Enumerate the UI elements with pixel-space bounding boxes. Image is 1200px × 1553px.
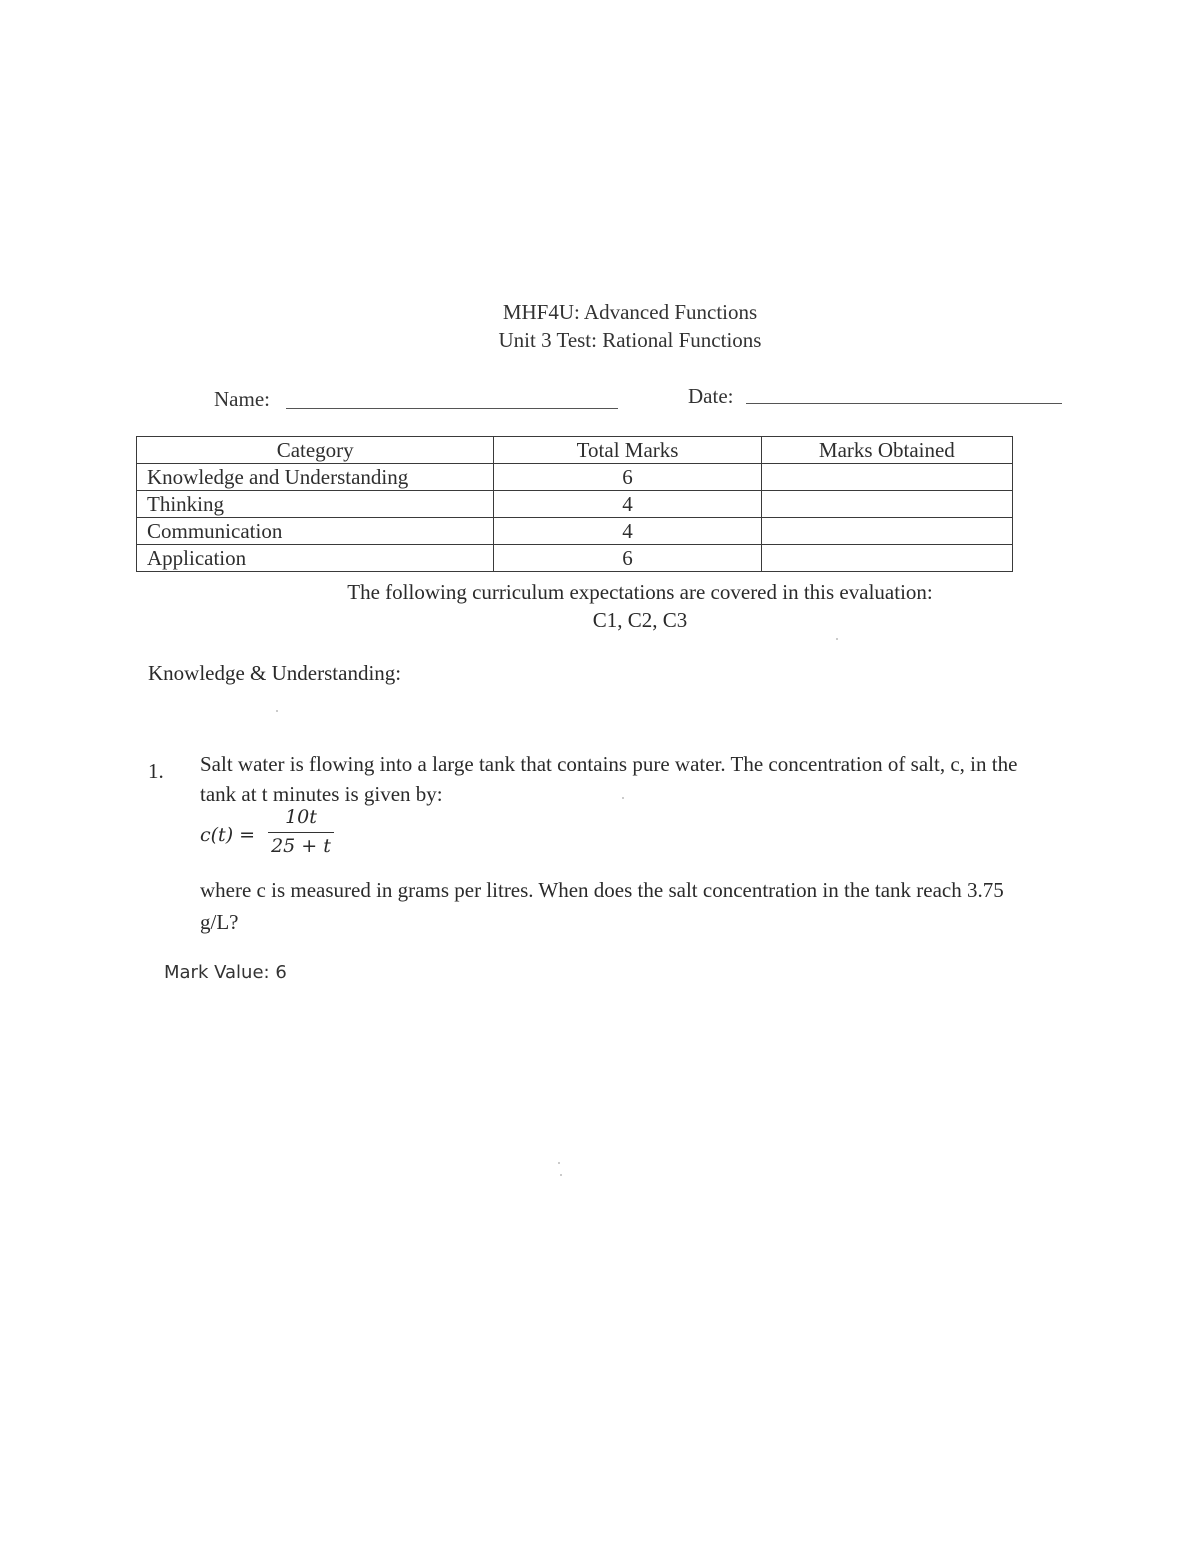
test-header (0, 298, 1200, 354)
header-category: Category (137, 437, 494, 464)
table-row (137, 545, 1013, 572)
scan-speck (558, 1162, 560, 1164)
row-total: 6 (494, 464, 761, 491)
row-obtained (761, 518, 1012, 545)
row-obtained (761, 464, 1012, 491)
row-category: Application (137, 545, 494, 572)
question-text: Salt water is flowing into a large tank that contains pure water. The concentration of salt, c, in the tank at t minutes is given by: (200, 752, 1018, 806)
row-total: 6 (494, 545, 761, 572)
table-row (137, 491, 1013, 518)
row-category: Communication (137, 518, 494, 545)
formula-fraction (268, 806, 334, 857)
formula-denominator: 25 + t (271, 835, 331, 857)
scan-speck (560, 1174, 562, 1176)
question-followup: where c is measured in grams per litres. When does the salt concentration in the tank reach 3.75 g/L? (200, 878, 1004, 934)
row-total: 4 (494, 491, 761, 518)
formula-lhs: c(t) = (200, 824, 256, 846)
fraction-bar (268, 832, 334, 833)
row-category: Knowledge and Understanding (137, 464, 494, 491)
row-obtained (761, 545, 1012, 572)
marks-table (136, 436, 1013, 572)
row-total: 4 (494, 518, 761, 545)
curriculum-expectations (180, 578, 1100, 634)
scan-speck (836, 638, 838, 640)
section-heading: Knowledge & Understanding: (148, 661, 402, 685)
formula-numerator: 10t (285, 806, 317, 828)
expectations-codes: C1, C2, C3 (592, 608, 688, 632)
header-total-marks: Total Marks (494, 437, 761, 464)
course-title: MHF4U: Advanced Functions (502, 300, 758, 324)
question-number: 1. (148, 759, 164, 783)
mark-value: Mark Value: 6 (164, 962, 287, 983)
row-obtained (761, 491, 1012, 518)
date-field-line[interactable] (746, 403, 1062, 404)
test-title: Unit 3 Test: Rational Functions (498, 328, 762, 352)
row-category: Thinking (137, 491, 494, 518)
date-label: Date: (688, 384, 734, 408)
name-field-line[interactable] (286, 408, 618, 409)
name-label: Name: (214, 387, 270, 411)
table-row (137, 518, 1013, 545)
table-row (137, 464, 1013, 491)
scan-speck (622, 797, 624, 799)
marks-table-header-row (137, 437, 1013, 464)
header-marks-obtained: Marks Obtained (761, 437, 1012, 464)
expectations-intro: The following curriculum expectations are covered in this evaluation: (347, 580, 933, 604)
scan-speck (276, 710, 278, 712)
